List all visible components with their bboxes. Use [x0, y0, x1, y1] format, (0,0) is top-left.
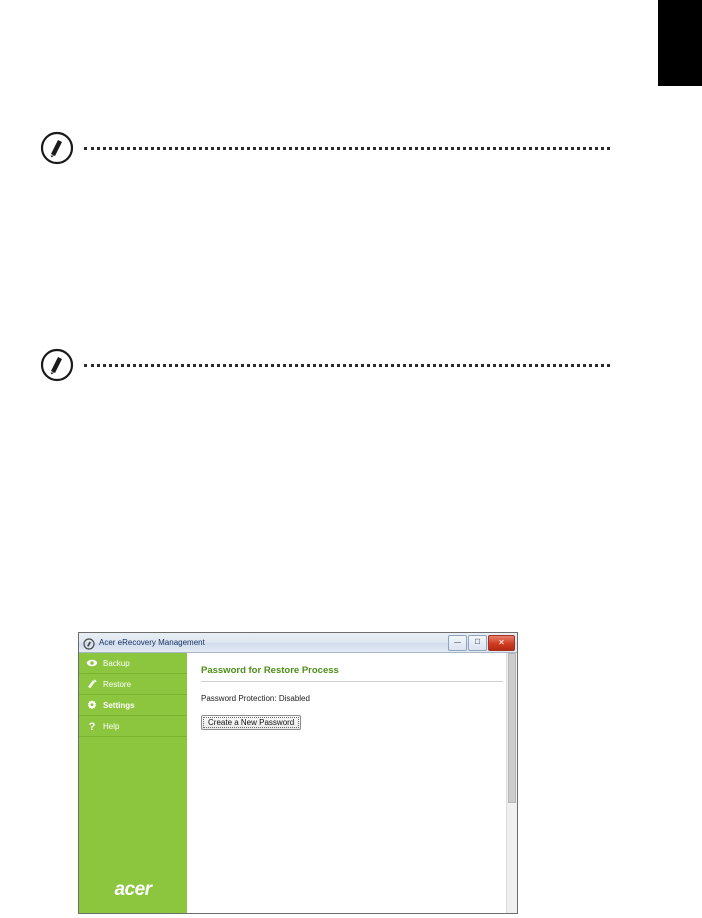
- sidebar-item-label: Help: [103, 721, 120, 731]
- app-icon: [83, 637, 95, 649]
- minimize-icon: —: [454, 639, 461, 646]
- sidebar-spacer: [79, 737, 187, 871]
- backup-icon: [86, 657, 98, 669]
- title-divider: [201, 681, 503, 682]
- acer-note-icon: [38, 346, 76, 384]
- note-block-2: [38, 345, 610, 385]
- svg-text:?: ?: [88, 721, 96, 732]
- sidebar-item-help[interactable]: [79, 716, 187, 737]
- sidebar-item-label: Backup: [103, 658, 130, 668]
- sidebar-item-label: Restore: [103, 679, 132, 689]
- close-button[interactable]: [488, 635, 515, 651]
- help-question-icon: [86, 720, 98, 732]
- content-scrollbar[interactable]: [506, 653, 517, 913]
- sidebar-item-settings[interactable]: [79, 695, 187, 716]
- page-title: Password for Restore Process: [201, 665, 339, 676]
- erecovery-screenshot-figure: [78, 632, 518, 914]
- scrollbar-thumb[interactable]: [508, 653, 516, 803]
- minimize-button[interactable]: [448, 635, 467, 651]
- note-dotted-rule: [84, 147, 610, 150]
- note-dotted-rule: [84, 364, 610, 367]
- acer-logo: acer: [114, 879, 152, 900]
- close-icon: ✕: [498, 637, 505, 647]
- window-title: Acer eRecovery Management: [99, 638, 205, 647]
- note-block-1: [38, 128, 610, 168]
- window-controls: [448, 635, 515, 651]
- app-body: [79, 653, 517, 913]
- sidebar-item-label: Settings: [103, 700, 135, 710]
- window-title-bar: [79, 633, 517, 653]
- sidebar-item-backup[interactable]: [79, 653, 187, 674]
- acer-note-icon: [38, 129, 76, 167]
- settings-gear-icon: [86, 699, 98, 711]
- restore-icon: [86, 678, 98, 690]
- maximize-button[interactable]: [468, 635, 487, 651]
- content-panel: [187, 653, 517, 913]
- sidebar-nav: [79, 653, 187, 913]
- create-new-password-button[interactable]: Create a New Password: [201, 715, 301, 730]
- password-protection-status: Password Protection: Disabled: [201, 694, 310, 703]
- page-edge-tab: [658, 0, 702, 86]
- maximize-icon: ☐: [474, 639, 481, 646]
- sidebar-item-restore[interactable]: [79, 674, 187, 695]
